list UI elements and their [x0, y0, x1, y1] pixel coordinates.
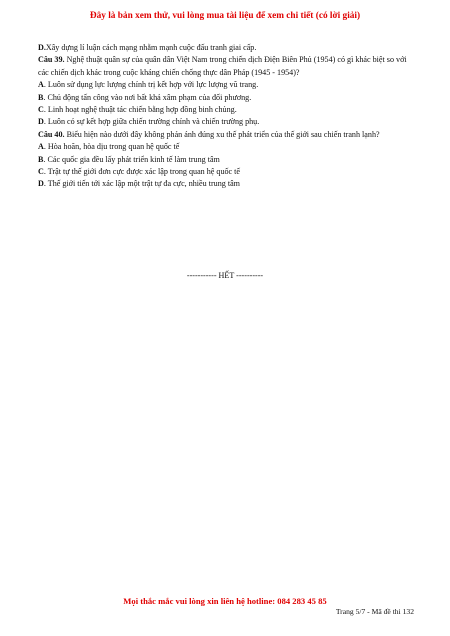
option-letter: C [38, 167, 44, 177]
end-marker: ----------- HẾT ---------- [186, 271, 264, 280]
option-text: Xây dựng lí luận cách mạng nhằm mạnh cuộc đấu tranh giai cấp. [45, 43, 257, 52]
question-text: Nghệ thuật quân sự của quân dân Việt Nam trong chiến dịch Điện Biên Phủ (1954) có gì khác biệt so với các chiến dịch khác trong cuộc kháng chiến chống thực dân Pháp (1945 - 1954)? [38, 55, 407, 77]
q39-option-c [38, 104, 416, 116]
option-text: . Linh hoạt nghệ thuật tác chiến bằng hợp đồng binh chủng. [43, 105, 237, 115]
option-letter: A [38, 80, 44, 90]
option-text: . Luôn sử dụng lực lượng chính trị kết hợp với lực lượng vũ trang. [43, 80, 259, 90]
option-letter: D. [38, 43, 46, 52]
question-40 [38, 129, 416, 141]
q40-option-a [38, 141, 416, 153]
q40-option-d [38, 178, 416, 190]
option-text: . Các quốc gia đều lấy phát triển kinh tế làm trung tâm [43, 154, 220, 164]
question-text: Biểu hiện nào dưới đây không phản ánh đúng xu thế phát triển của thế giới sau chiến tranh lạnh? [64, 129, 380, 139]
option-text: . Trật tự thế giới đơn cực được xác lập trong quan hệ quốc tế [43, 167, 241, 177]
option-letter: A [38, 142, 44, 152]
q40-option-c [38, 166, 416, 178]
option-text: . Hòa hoãn, hòa dịu trong quan hệ quốc tế [43, 142, 180, 152]
option-letter: B [38, 154, 44, 164]
q39-option-a [38, 79, 416, 91]
previous-option-d [38, 42, 416, 54]
option-letter: D [38, 117, 44, 127]
option-text: . Chủ động tấn công vào nơi bất khả xâm phạm của đối phương. [43, 92, 252, 102]
question-label: Câu 40. [38, 129, 65, 139]
page-number: Trang 5/7 - Mã đề thi 132 [335, 607, 414, 616]
option-letter: C [38, 105, 44, 115]
question-content [38, 42, 416, 191]
option-letter: B [38, 92, 44, 102]
preview-banner: Đây là bản xem thử, vui lòng mua tài liệu để xem chi tiết (có lời giải) [89, 11, 361, 21]
q39-option-b [38, 92, 416, 104]
question-label: Câu 39. [38, 55, 65, 65]
question-39 [38, 54, 416, 79]
q39-option-d [38, 116, 416, 128]
hotline-notice: Mọi thắc mắc vui lòng xin liên hệ hotline: 084 283 45 85 [123, 596, 327, 606]
option-text: . Luôn có sự kết hợp giữa chiến trường chính và chiến trường phụ. [43, 117, 260, 127]
option-letter: D [38, 179, 44, 189]
q40-option-b [38, 154, 416, 166]
option-text: . Thế giới tiến tới xác lập một trật tự đa cực, nhiều trung tâm [43, 179, 240, 189]
